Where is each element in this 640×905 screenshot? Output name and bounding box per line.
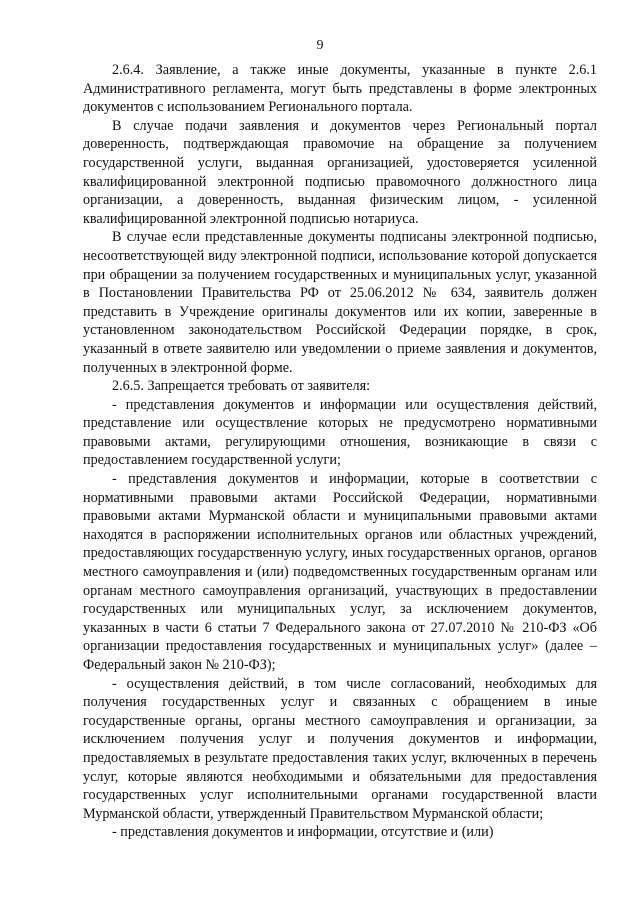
paragraph-power-of-attorney: В случае подачи заявления и документов через Региональный портал доверенность, подтверждающая правомочие на обращение за получением государственной услуги, выданная организацией, удостоверяется усиленной квалифицированной электронной подписью правомочного должностного лица организации, а доверенность, выданная физическим лицом, - усиленной квалифицированной электронной подписью нотариуса.	[83, 117, 597, 227]
page-number: 9	[316, 38, 324, 53]
list-item-documents-absence: - представления документов и информации, отсутствие и (или)	[112, 824, 494, 841]
list-item-documents-not-required: - представления документов и информации или осуществления действий, представление или осуществление которых не предусмотрено нормативными правовыми актами, регулирующими отношения, возникающие в связи с предоставлением государственной услуги;	[83, 396, 597, 469]
list-item-documents-held-by-agencies: - представления документов и информации, которые в соответствии с нормативными правовыми актами Российской Федерации, нормативными правовыми актами Мурманской области и муниципальными правовыми актами находятся в распоряжении исполнительных органов или областных учреждений, предоставляющих государственную услугу, иных государственных органов, органов местного самоуправления и (или) подведомственных государственным органам или органам местного самоуправления организаций, участвующих в предоставлении государственных или муниципальных услуг, за исключением документов, указанных в части 6 статьи 7 Федерального закона от 27.07.2010 № 210-ФЗ «Об организации предоставления государственных и муниципальных услуг» (далее – Федеральный закон № 210-ФЗ);	[83, 471, 597, 673]
paragraph-2-6-5: 2.6.5. Запрещается требовать от заявителя:	[112, 378, 371, 395]
document-body	[83, 61, 597, 842]
paragraph-electronic-signature: В случае если представленные документы подписаны электронной подписью, несоответствующей виду электронной подписи, использование которой допускается при обращении за получением государственных и муниципальных услуг, указанной в Постановлении Правительства РФ от 25.06.2012 № 634, заявитель должен представить в Учреждение оригиналы документов или их копии, заверенные в установленном законодательством Российской Федерации порядке, в срок, указанный в ответе заявителю или уведомлении о приеме заявления и документов, полученных в электронной форме.	[83, 229, 597, 376]
list-item-actions-approvals: - осуществления действий, в том числе согласований, необходимых для получения государственных услуг и связанных с обращением в иные государственные органы, органы местного самоуправления и организации, за исключением получения услуг и получения документов и информации, предоставляемых в результате предоставления таких услуг, включенных в перечень услуг, которые являются необходимыми и обязательными для предоставления государственных услуг исполнительными органами государственной власти Мурманской области, утвержденный Правительством Мурманской области;	[83, 675, 597, 822]
paragraph-2-6-4: 2.6.4. Заявление, а также иные документы, указанные в пункте 2.6.1 Административного регламента, могут быть представлены в форме электронных документов с использованием Регионального портала.	[83, 62, 597, 116]
